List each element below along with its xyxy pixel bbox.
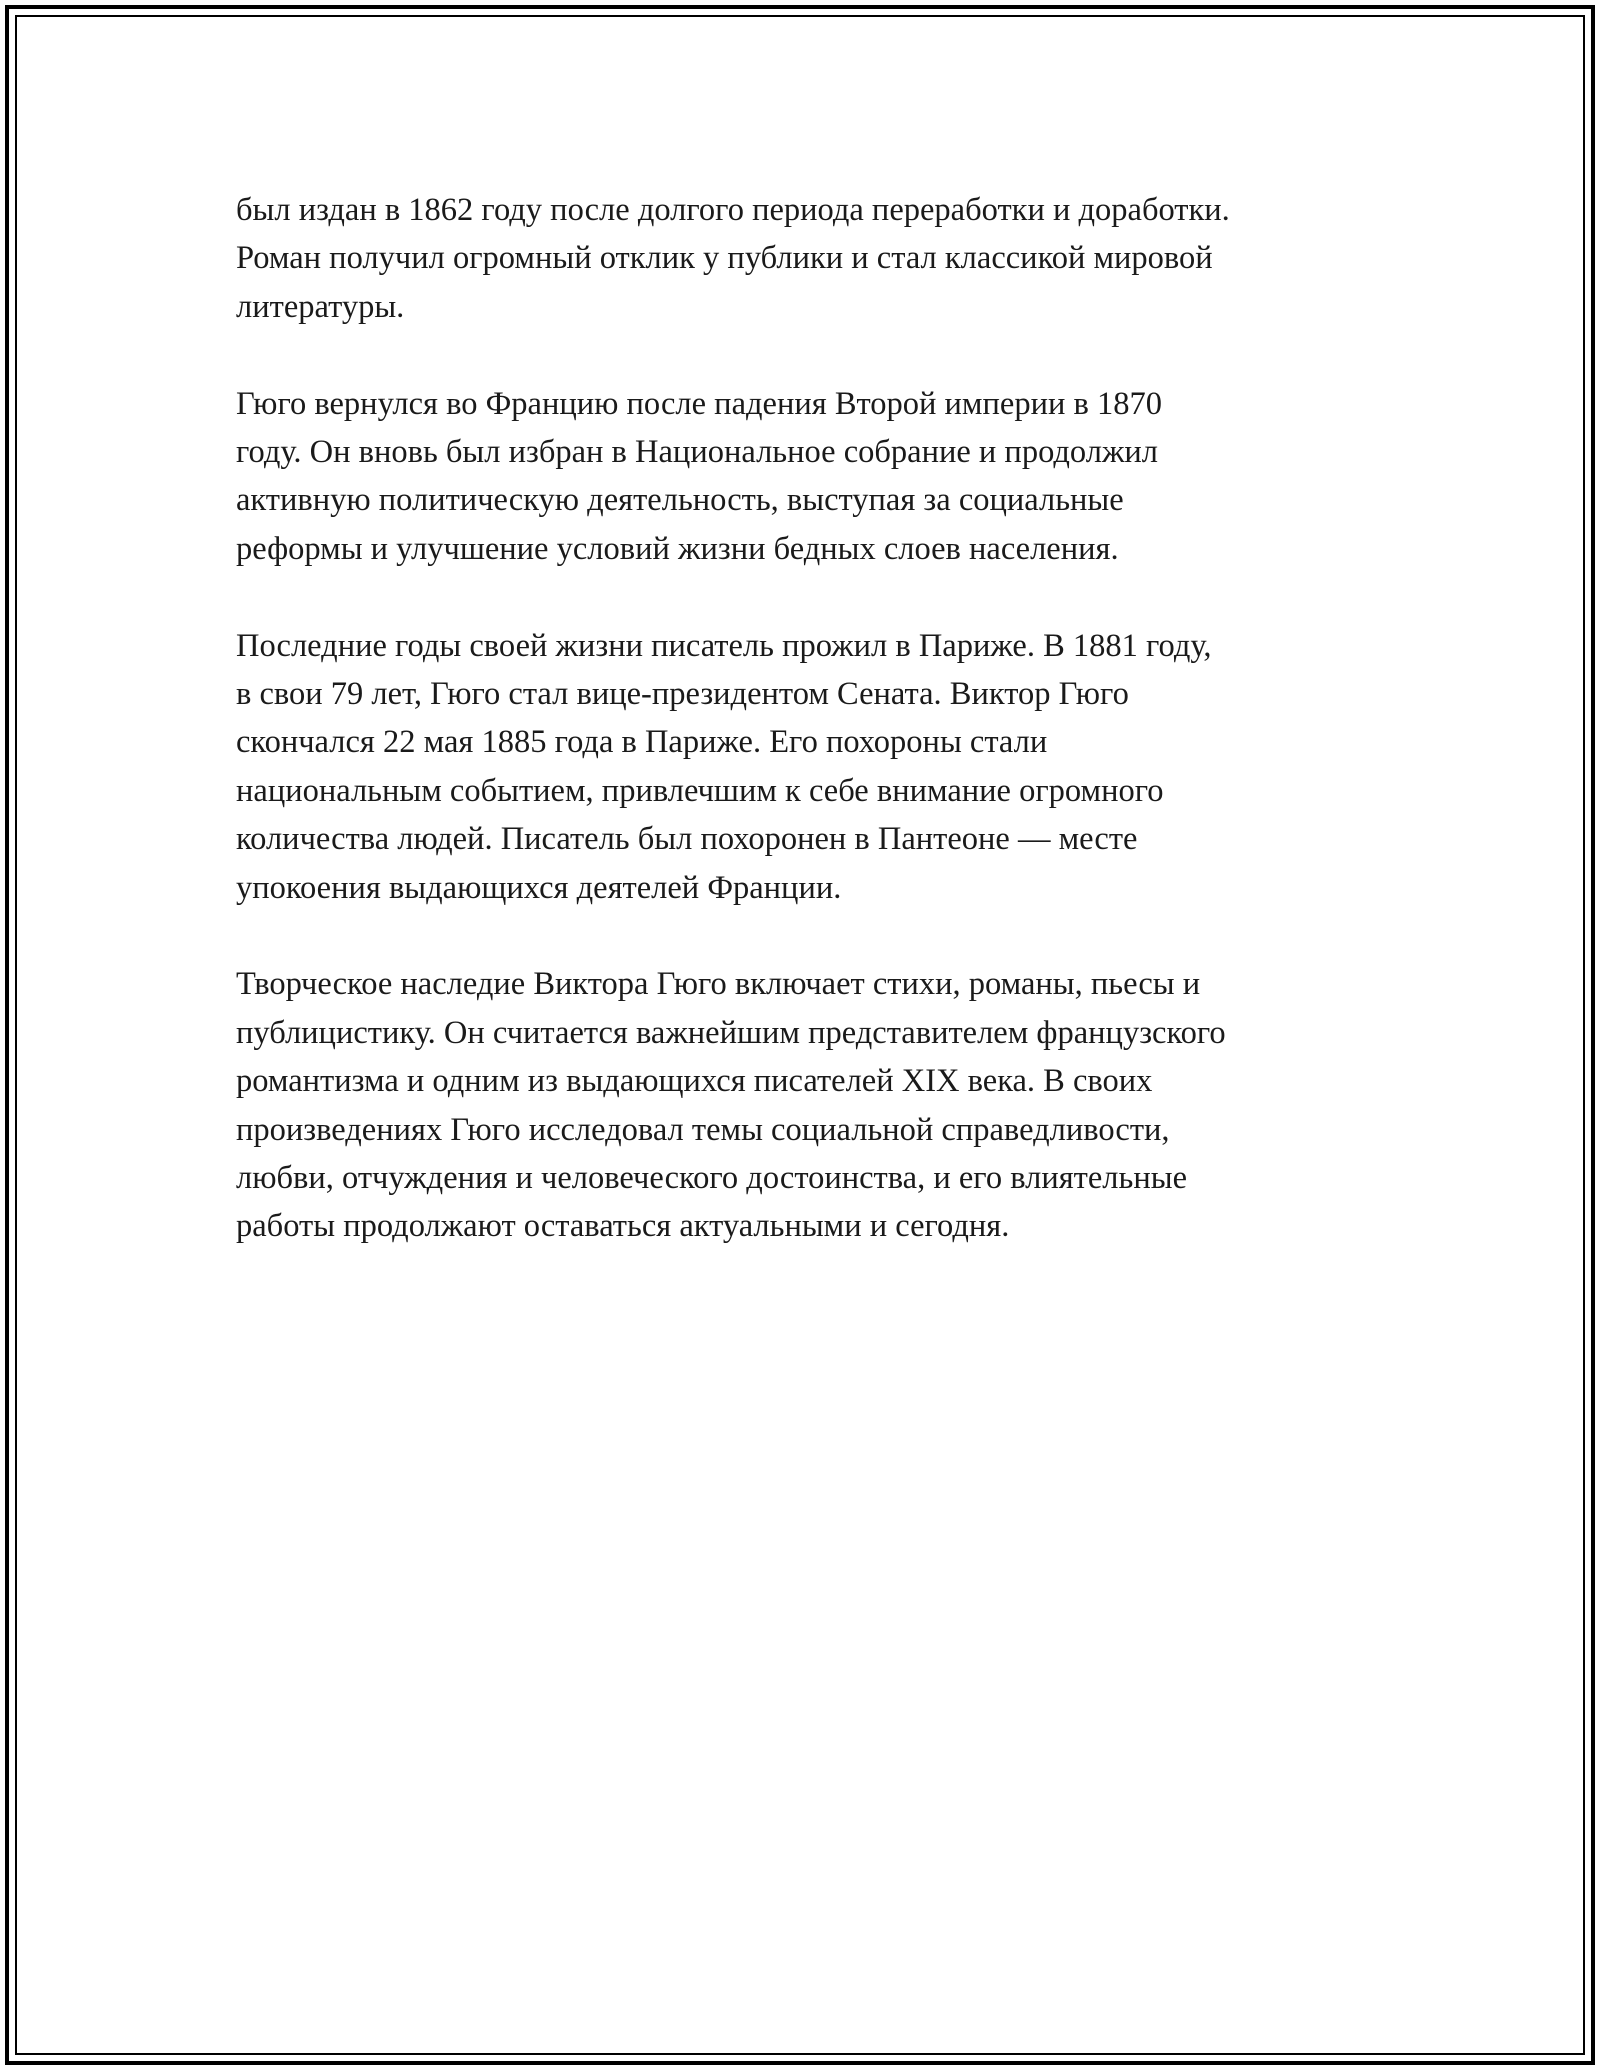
paragraph-legacy: Творческое наследие Виктора Гюго включает стихи, романы, пьесы и публицистику. Он считается важнейшим представителем французского романтизма и одним из выдающихся писателей XIX века. В своих произведениях Гюго исследовал темы социальной справедливости, любви, отчуждения и человеческого достоинства, и его влиятельные работы продолжают оставаться актуальными и сегодня. [236, 966, 1226, 1245]
document-body [236, 186, 1416, 1299]
paragraph-return-to-france: Гюго вернулся во Францию после падения Второй империи в 1870 году. Он вновь был избран в Национальное собрание и продолжил активную политическую деятельность, выступая за социальные реформы и улучшение условий жизни бедных слоев населения. [236, 385, 1162, 567]
paragraph-novel-publication: был издан в 1862 году после долгого периода переработки и доработки. Роман получил огромный отклик у публики и стал классикой мировой литературы. [236, 192, 1230, 325]
paragraph-last-years: Последние годы своей жизни писатель прожил в Париже. В 1881 году, в свои 79 лет, Гюго стал вице-президентом Сената. Виктор Гюго скончался 22 мая 1885 года в Париже. Его похороны стали национальным событием, привлечшим к себе внимание огромного количества людей. Писатель был похоронен в Пантеоне — месте упокоения выдающихся деятелей Франции. [236, 627, 1212, 906]
